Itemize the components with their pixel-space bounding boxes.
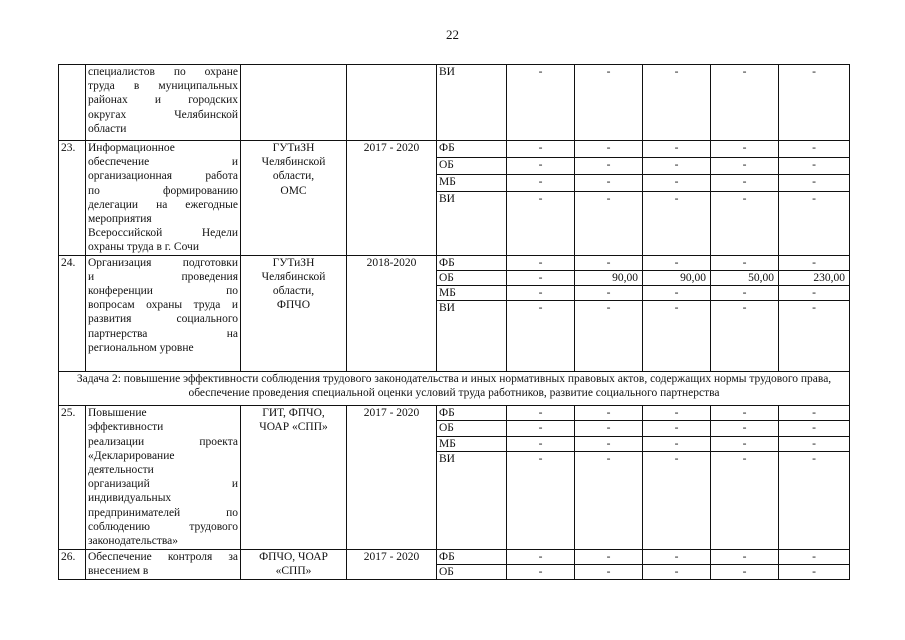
funding-value: - <box>643 301 711 372</box>
funding-value: - <box>575 421 643 436</box>
measure-name-line: и проведения <box>88 270 238 283</box>
funding-source: ВИ <box>437 451 507 549</box>
funding-source: ФБ <box>437 255 507 270</box>
measure-name <box>86 65 241 141</box>
funding-value: - <box>507 158 575 175</box>
executor <box>241 406 347 550</box>
measure-name-line: Обеспечение контроля за <box>88 550 238 563</box>
executor <box>241 65 347 141</box>
funding-value: - <box>779 286 850 301</box>
funding-value: - <box>779 406 850 421</box>
funding-value: - <box>643 421 711 436</box>
task-row <box>59 372 850 406</box>
funding-value: - <box>507 192 575 255</box>
executor-line: области, <box>272 170 315 183</box>
funding-source: ОБ <box>437 565 507 580</box>
funding-source: ФБ <box>437 141 507 158</box>
funding-value: - <box>779 158 850 175</box>
funding-value: - <box>507 301 575 372</box>
executor <box>241 549 347 579</box>
measure-name-line: Организация подготовки <box>88 256 238 269</box>
funding-value: - <box>507 436 575 451</box>
table-row <box>59 141 850 158</box>
measure-name-line: районах и городских <box>88 94 238 107</box>
measure-name-line: внесением в <box>88 565 149 578</box>
funding-value: - <box>711 406 779 421</box>
funding-value: - <box>779 141 850 158</box>
executor-line: Челябинской <box>261 156 326 169</box>
funding-value: - <box>643 406 711 421</box>
funding-source: ФБ <box>437 406 507 421</box>
funding-value: - <box>711 175 779 192</box>
funding-value: - <box>779 451 850 549</box>
funding-source: ОБ <box>437 158 507 175</box>
funding-source: МБ <box>437 175 507 192</box>
funding-value: - <box>643 451 711 549</box>
measure-name-line: Информационное <box>88 142 175 154</box>
funding-value: - <box>575 175 643 192</box>
measure-name-line: труда в муниципальных <box>88 80 238 93</box>
funding-value: - <box>575 406 643 421</box>
measure-name-line: округах Челябинской <box>88 108 238 121</box>
measure-name-line: развития социального <box>88 313 238 326</box>
funding-value: - <box>575 565 643 580</box>
executor-line: «СПП» <box>275 565 312 578</box>
measure-name-line: реализации проекта <box>88 435 238 448</box>
measure-name <box>86 549 241 579</box>
period: 2017 - 2020 <box>347 141 437 256</box>
executor-line: ФПЧО <box>276 299 311 312</box>
row-number: 26. <box>59 549 86 579</box>
table-row <box>59 549 850 564</box>
funding-value: - <box>507 406 575 421</box>
row-number: 25. <box>59 406 86 550</box>
funding-source: ВИ <box>437 192 507 255</box>
row-number <box>59 65 86 141</box>
funding-value: - <box>779 255 850 270</box>
measure-name-line: законодательства» <box>88 535 179 548</box>
measure-name-line: специалистов по охране <box>88 66 238 78</box>
measure-name-line: Всероссийской Недели <box>88 227 238 240</box>
funding-value: - <box>643 175 711 192</box>
funding-source: ОБ <box>437 421 507 436</box>
funding-value: - <box>779 65 850 141</box>
funding-value: - <box>711 451 779 549</box>
measure-name-line: по формированию <box>88 184 238 197</box>
funding-value: - <box>643 158 711 175</box>
measure-name-line: охраны труда в г. Сочи <box>88 241 199 254</box>
funding-source: ВИ <box>437 65 507 141</box>
funding-value: - <box>507 141 575 158</box>
measure-name-line: партнерства на <box>88 327 238 340</box>
program-table <box>58 64 850 580</box>
funding-value: - <box>507 255 575 270</box>
measure-name-line: вопросам охраны труда и <box>88 299 238 312</box>
measure-name-line: конференции по <box>88 285 238 298</box>
measure-name-line: индивидуальных <box>88 492 172 505</box>
table-row <box>59 406 850 421</box>
funding-value: - <box>779 421 850 436</box>
funding-value: - <box>507 286 575 301</box>
funding-value: - <box>779 192 850 255</box>
funding-value: - <box>507 175 575 192</box>
measure-name-line: делегации на ежегодные <box>88 198 238 211</box>
executor-line: ГИТ, ФПЧО, <box>262 407 325 420</box>
executor-line: ФПЧО, ЧОАР <box>259 550 328 563</box>
funding-source: МБ <box>437 286 507 301</box>
funding-value: - <box>575 158 643 175</box>
executor-line: ГУТиЗН <box>272 142 315 154</box>
funding-value: 50,00 <box>711 270 779 285</box>
funding-value: - <box>711 436 779 451</box>
funding-value: - <box>711 565 779 580</box>
page-number: 22 <box>446 27 459 42</box>
funding-value: - <box>575 192 643 255</box>
funding-value: - <box>643 549 711 564</box>
funding-value: - <box>575 286 643 301</box>
funding-value: - <box>575 549 643 564</box>
funding-value: - <box>643 436 711 451</box>
funding-value: - <box>575 301 643 372</box>
table-body <box>59 65 850 580</box>
funding-value: 90,00 <box>575 270 643 285</box>
executor-line: ГУТиЗН <box>272 256 315 269</box>
funding-value: - <box>711 421 779 436</box>
funding-value: - <box>575 436 643 451</box>
funding-value: - <box>711 141 779 158</box>
funding-value: - <box>575 65 643 141</box>
funding-value: - <box>643 65 711 141</box>
funding-value: - <box>711 158 779 175</box>
executor-line: ОМС <box>280 184 307 197</box>
measure-name-line: Повышение <box>88 407 147 420</box>
funding-value: - <box>507 451 575 549</box>
funding-value: - <box>779 301 850 372</box>
funding-value: 90,00 <box>643 270 711 285</box>
funding-value: - <box>779 565 850 580</box>
funding-value: - <box>779 549 850 564</box>
period: 2017 - 2020 <box>347 406 437 550</box>
period: 2017 - 2020 <box>347 549 437 579</box>
funding-value: - <box>643 565 711 580</box>
table-row <box>59 65 850 141</box>
funding-value: - <box>507 549 575 564</box>
funding-value: - <box>711 286 779 301</box>
measure-name-line: деятельности <box>88 464 154 477</box>
measure-name-line: мероприятия <box>88 213 152 226</box>
measure-name-line: обеспечение и <box>88 156 238 169</box>
measure-name-line: региональном уровне <box>88 341 194 354</box>
measure-name <box>86 141 241 256</box>
row-number: 23. <box>59 141 86 256</box>
measure-name-line: эффективности <box>88 421 164 434</box>
funding-value: - <box>575 141 643 158</box>
measure-name-line: «Декларирование <box>88 449 175 462</box>
task-heading: Задача 2: повышение эффективности соблюдения трудового законодательства и иных нормативных правовых актов, содержащих нормы трудового права, обеспечение проведения специальной оценки условий труда работников, развитие социального партнерства <box>59 372 850 406</box>
executor-line: Челябинской <box>261 270 326 283</box>
measure-name-line: организационная работа <box>88 170 238 183</box>
funding-value: 230,00 <box>779 270 850 285</box>
executor-line: области, <box>272 285 315 298</box>
funding-value: - <box>507 270 575 285</box>
funding-value: - <box>711 301 779 372</box>
funding-value: - <box>643 255 711 270</box>
row-number: 24. <box>59 255 86 372</box>
measure-name-line: области <box>88 122 127 135</box>
measure-name-line: предпринимателей по <box>88 506 238 519</box>
measure-name <box>86 255 241 372</box>
period: 2018-2020 <box>347 255 437 372</box>
executor-line: ЧОАР «СПП» <box>259 421 328 434</box>
funding-source: МБ <box>437 436 507 451</box>
funding-value: - <box>711 255 779 270</box>
funding-value: - <box>575 451 643 549</box>
period <box>347 65 437 141</box>
funding-value: - <box>643 192 711 255</box>
funding-value: - <box>779 175 850 192</box>
measure-name-line: организаций и <box>88 478 238 491</box>
funding-value: - <box>779 436 850 451</box>
measure-name-line: соблюдению трудового <box>88 520 238 533</box>
funding-value: - <box>711 192 779 255</box>
funding-value: - <box>643 141 711 158</box>
funding-value: - <box>575 255 643 270</box>
funding-value: - <box>507 65 575 141</box>
funding-value: - <box>507 421 575 436</box>
funding-value: - <box>643 286 711 301</box>
funding-source: ВИ <box>437 301 507 372</box>
funding-value: - <box>507 565 575 580</box>
measure-name <box>86 406 241 550</box>
funding-value: - <box>711 65 779 141</box>
funding-source: ОБ <box>437 270 507 285</box>
table-row <box>59 255 850 270</box>
funding-source: ФБ <box>437 549 507 564</box>
executor <box>241 255 347 372</box>
funding-value: - <box>711 549 779 564</box>
executor <box>241 141 347 256</box>
